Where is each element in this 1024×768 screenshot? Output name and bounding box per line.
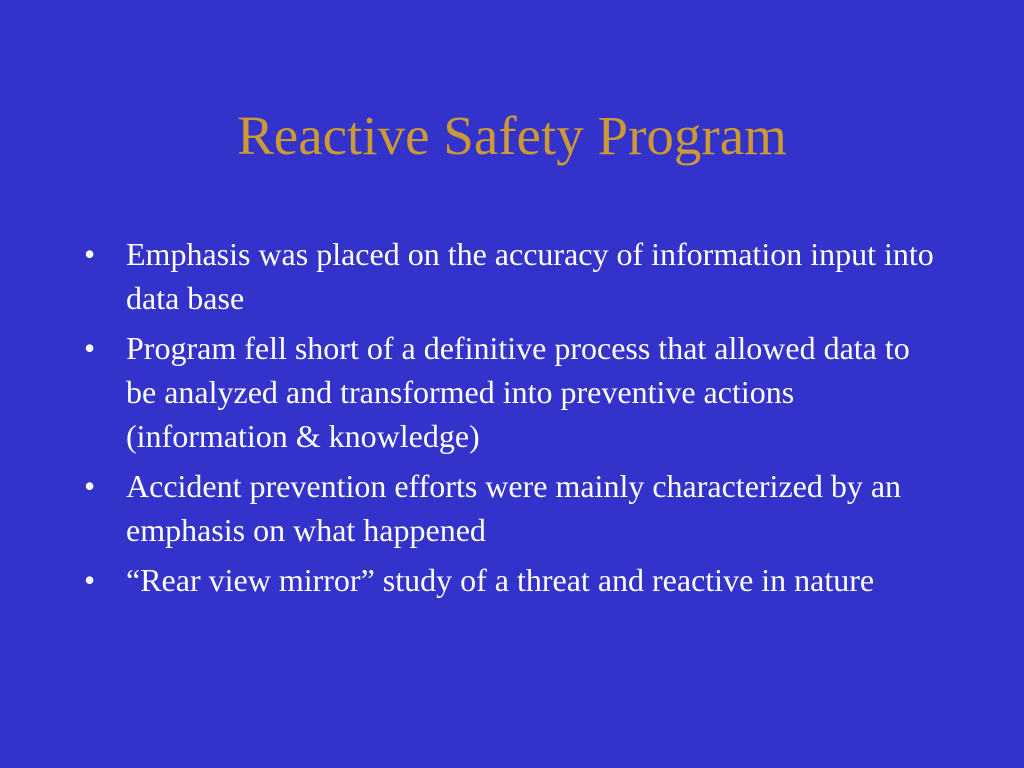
bullet-icon: •: [84, 468, 96, 504]
bullet-icon: •: [84, 562, 96, 598]
bullet-text: Program fell short of a definitive process that allowed data to be analyzed and transformed into preventive actions (information & knowledge): [126, 330, 910, 454]
bullet-item: [84, 232, 944, 320]
bullet-item: [84, 558, 944, 602]
bullet-list: [84, 232, 944, 608]
bullet-text: Accident prevention efforts were mainly characterized by an emphasis on what happened: [126, 468, 902, 548]
bullet-item: [84, 326, 944, 458]
bullet-text: Emphasis was placed on the accuracy of information input into data base: [126, 236, 934, 316]
bullet-icon: •: [84, 330, 96, 366]
bullet-icon: •: [84, 236, 96, 272]
bullet-text: “Rear view mirror” study of a threat and reactive in nature: [126, 562, 875, 598]
slide-title: Reactive Safety Program: [237, 105, 787, 166]
bullet-item: [84, 464, 944, 552]
